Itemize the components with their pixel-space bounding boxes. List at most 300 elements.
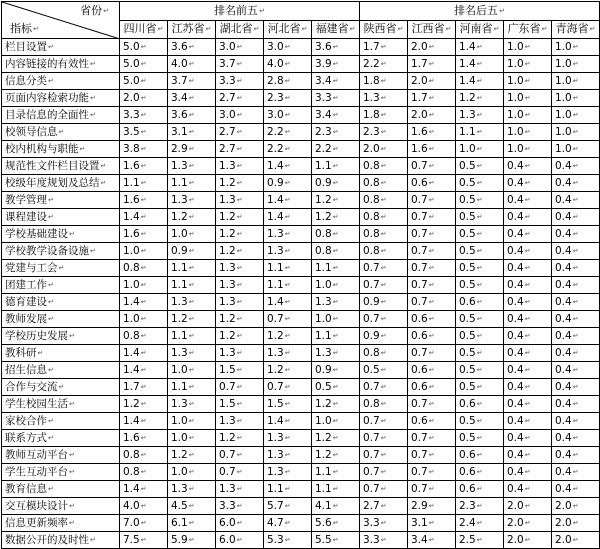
score-cell: 0.6 ↵ [456, 396, 504, 413]
score-cell: 3.3 ↵ [216, 73, 264, 90]
score-cell: 0.4 ↵ [552, 481, 600, 498]
score-cell: 3.0 ↵ [264, 107, 312, 124]
score-cell: 3.4 ↵ [312, 107, 360, 124]
score-cell: 1.2 ↵ [216, 243, 264, 260]
province-header: 广东省 ↵ [504, 20, 552, 39]
score-cell: 2.0 ↵ [504, 515, 552, 532]
score-cell: 2.0 ↵ [408, 39, 456, 56]
score-cell: 0.7 ↵ [360, 260, 408, 277]
score-cell: 3.3 ↵ [360, 515, 408, 532]
score-cell: 2.0 ↵ [360, 141, 408, 158]
score-cell: 2.3 ↵ [360, 124, 408, 141]
score-cell: 3.6 ↵ [168, 39, 216, 56]
score-cell: 0.5 ↵ [456, 175, 504, 192]
score-cell: 1.2 ↵ [168, 447, 216, 464]
score-cell: 0.5 ↵ [456, 379, 504, 396]
score-cell: 4.0 ↵ [168, 56, 216, 73]
score-cell: 0.7 ↵ [216, 464, 264, 481]
score-cell: 5.0 ↵ [120, 56, 168, 73]
score-cell: 1.3 ↵ [264, 430, 312, 447]
score-cell: 0.4 ↵ [504, 413, 552, 430]
score-cell: 1.1 ↵ [264, 260, 312, 277]
bottom-five-group-header: 排名后五 ↵ [360, 2, 600, 21]
score-cell: 1.1 ↵ [168, 260, 216, 277]
score-cell: 0.5 ↵ [456, 158, 504, 175]
score-cell: 2.0 ↵ [120, 90, 168, 107]
score-cell: 0.7 ↵ [408, 481, 456, 498]
score-cell: 0.8 ↵ [120, 328, 168, 345]
score-cell: 1.0 ↵ [120, 311, 168, 328]
score-cell: 0.7 ↵ [216, 447, 264, 464]
score-cell: 1.7 ↵ [408, 56, 456, 73]
table-row [2, 39, 600, 56]
score-cell: 0.4 ↵ [504, 362, 552, 379]
score-cell: 1.1 ↵ [312, 464, 360, 481]
table-row [2, 447, 600, 464]
score-cell: 3.1 ↵ [168, 124, 216, 141]
score-cell: 1.1 ↵ [456, 124, 504, 141]
score-cell: 1.3 ↵ [264, 464, 312, 481]
score-cell: 3.7 ↵ [168, 73, 216, 90]
table-row [2, 158, 600, 175]
score-cell: 0.7 ↵ [408, 209, 456, 226]
score-cell: 1.2 ↵ [312, 447, 360, 464]
score-cell: 1.0 ↵ [168, 464, 216, 481]
score-cell: 1.3 ↵ [312, 345, 360, 362]
score-cell: 6.0 ↵ [216, 532, 264, 549]
table-row [2, 56, 600, 73]
score-cell: 0.7 ↵ [360, 311, 408, 328]
score-cell: 3.3 ↵ [120, 107, 168, 124]
indicator-label: 联系方式 ↵ [2, 430, 120, 447]
score-cell: 2.9 ↵ [408, 498, 456, 515]
score-cell: 0.9 ↵ [168, 243, 216, 260]
score-cell: 2.0 ↵ [408, 107, 456, 124]
score-cell: 2.3 ↵ [456, 498, 504, 515]
score-cell: 1.6 ↵ [120, 158, 168, 175]
indicator-label: 目录信息的全面性 ↵ [2, 107, 120, 124]
score-cell: 5.6 ↵ [312, 515, 360, 532]
table-row [2, 90, 600, 107]
score-cell: 1.7 ↵ [360, 39, 408, 56]
score-cell: 2.9 ↵ [168, 141, 216, 158]
score-cell: 3.4 ↵ [312, 73, 360, 90]
score-cell: 1.4 ↵ [264, 158, 312, 175]
score-cell: 0.6 ↵ [408, 311, 456, 328]
score-cell: 2.0 ↵ [504, 532, 552, 549]
score-cell: 0.5 ↵ [456, 345, 504, 362]
score-cell: 0.4 ↵ [552, 294, 600, 311]
indicator-label: 合作与交流 ↵ [2, 379, 120, 396]
indicator-label: 党建与工会 ↵ [2, 260, 120, 277]
score-cell: 2.4 ↵ [456, 515, 504, 532]
score-cell: 1.8 ↵ [360, 107, 408, 124]
table-row [2, 413, 600, 430]
score-cell: 1.4 ↵ [120, 209, 168, 226]
score-cell: 3.1 ↵ [408, 515, 456, 532]
score-cell: 0.4 ↵ [552, 413, 600, 430]
score-cell: 0.4 ↵ [552, 379, 600, 396]
score-cell: 5.0 ↵ [120, 73, 168, 90]
score-cell: 1.5 ↵ [216, 362, 264, 379]
score-cell: 3.8 ↵ [120, 141, 168, 158]
table-row [2, 464, 600, 481]
score-cell: 1.2 ↵ [216, 209, 264, 226]
score-cell: 1.4 ↵ [456, 73, 504, 90]
score-cell: 1.4 ↵ [264, 192, 312, 209]
table-row [2, 396, 600, 413]
score-cell: 0.4 ↵ [552, 243, 600, 260]
score-cell: 1.4 ↵ [120, 481, 168, 498]
score-cell: 0.9 ↵ [264, 175, 312, 192]
indicator-label: 规范性文件栏目设置 ↵ [2, 158, 120, 175]
score-cell: 0.4 ↵ [552, 209, 600, 226]
score-cell: 0.5 ↵ [456, 192, 504, 209]
score-cell: 3.6 ↵ [312, 39, 360, 56]
score-cell: 1.2 ↵ [216, 328, 264, 345]
score-cell: 0.4 ↵ [504, 430, 552, 447]
province-header: 江西省 ↵ [408, 20, 456, 39]
score-cell: 1.3 ↵ [168, 158, 216, 175]
score-cell: 0.5 ↵ [456, 311, 504, 328]
province-header: 河北省 ↵ [264, 20, 312, 39]
score-cell: 3.4 ↵ [168, 90, 216, 107]
score-cell: 1.2 ↵ [312, 209, 360, 226]
score-cell: 4.1 ↵ [312, 498, 360, 515]
score-cell: 1.0 ↵ [552, 141, 600, 158]
score-cell: 2.0 ↵ [504, 498, 552, 515]
score-cell: 3.0 ↵ [264, 39, 312, 56]
score-cell: 1.2 ↵ [264, 328, 312, 345]
score-cell: 0.7 ↵ [216, 379, 264, 396]
score-cell: 0.9 ↵ [312, 175, 360, 192]
score-cell: 0.4 ↵ [552, 430, 600, 447]
indicator-label: 课程建设 ↵ [2, 209, 120, 226]
indicator-label: 信息分类 ↵ [2, 73, 120, 90]
table-row [2, 260, 600, 277]
province-header: 福建省 ↵ [312, 20, 360, 39]
score-cell: 1.7 ↵ [120, 379, 168, 396]
indicator-label: 校内机构与职能 ↵ [2, 141, 120, 158]
score-cell: 1.2 ↵ [216, 430, 264, 447]
score-cell: 0.9 ↵ [360, 294, 408, 311]
corner-header [2, 2, 120, 39]
score-cell: 3.6 ↵ [168, 107, 216, 124]
score-cell: 3.3 ↵ [216, 498, 264, 515]
score-cell: 0.7 ↵ [408, 277, 456, 294]
score-cell: 0.4 ↵ [552, 345, 600, 362]
score-cell: 0.8 ↵ [120, 260, 168, 277]
score-cell: 0.7 ↵ [408, 430, 456, 447]
score-cell: 1.0 ↵ [504, 39, 552, 56]
score-cell: 2.7 ↵ [216, 141, 264, 158]
score-cell: 1.3 ↵ [168, 396, 216, 413]
score-cell: 0.4 ↵ [504, 379, 552, 396]
score-cell: 0.4 ↵ [552, 158, 600, 175]
score-cell: 1.2 ↵ [120, 396, 168, 413]
score-cell: 0.5 ↵ [456, 328, 504, 345]
score-cell: 1.1 ↵ [312, 158, 360, 175]
score-cell: 0.5 ↵ [456, 226, 504, 243]
score-cell: 0.7 ↵ [360, 464, 408, 481]
score-cell: 0.7 ↵ [408, 447, 456, 464]
score-cell: 7.5 ↵ [120, 532, 168, 549]
score-cell: 1.0 ↵ [168, 413, 216, 430]
score-cell: 2.7 ↵ [216, 90, 264, 107]
score-cell: 1.3 ↵ [168, 345, 216, 362]
score-cell: 0.8 ↵ [312, 243, 360, 260]
table-row [2, 311, 600, 328]
score-cell: 1.0 ↵ [504, 90, 552, 107]
score-cell: 0.5 ↵ [456, 209, 504, 226]
score-cell: 1.0 ↵ [552, 124, 600, 141]
table-row [2, 209, 600, 226]
score-cell: 1.4 ↵ [120, 345, 168, 362]
ranking-table [1, 1, 600, 549]
score-cell: 3.4 ↵ [408, 532, 456, 549]
score-cell: 2.2 ↵ [360, 56, 408, 73]
indicator-label: 交互模块设计 ↵ [2, 498, 120, 515]
score-cell: 0.7 ↵ [408, 345, 456, 362]
score-cell: 2.0 ↵ [552, 515, 600, 532]
score-cell: 1.0 ↵ [552, 73, 600, 90]
score-cell: 0.6 ↵ [408, 362, 456, 379]
score-cell: 0.7 ↵ [408, 464, 456, 481]
score-cell: 0.7 ↵ [408, 158, 456, 175]
score-cell: 1.6 ↵ [408, 124, 456, 141]
indicator-label: 信息更新频率 ↵ [2, 515, 120, 532]
score-cell: 1.3 ↵ [360, 90, 408, 107]
table-row [2, 515, 600, 532]
score-cell: 0.6 ↵ [408, 328, 456, 345]
score-cell: 0.5 ↵ [456, 277, 504, 294]
indicator-label: 学校历史发展 ↵ [2, 328, 120, 345]
score-cell: 0.4 ↵ [504, 396, 552, 413]
score-cell: 1.3 ↵ [216, 277, 264, 294]
score-cell: 0.6 ↵ [456, 447, 504, 464]
score-cell: 1.1 ↵ [168, 175, 216, 192]
score-cell: 0.5 ↵ [312, 379, 360, 396]
score-cell: 4.0 ↵ [120, 498, 168, 515]
score-cell: 1.1 ↵ [312, 260, 360, 277]
indicator-label: 团建工作 ↵ [2, 277, 120, 294]
score-cell: 5.7 ↵ [264, 498, 312, 515]
score-cell: 1.1 ↵ [312, 481, 360, 498]
score-cell: 0.8 ↵ [360, 396, 408, 413]
score-cell: 1.6 ↵ [408, 141, 456, 158]
score-cell: 1.7 ↵ [408, 90, 456, 107]
score-cell: 1.0 ↵ [504, 107, 552, 124]
score-cell: 0.4 ↵ [504, 328, 552, 345]
score-cell: 1.0 ↵ [168, 226, 216, 243]
score-cell: 0.5 ↵ [456, 243, 504, 260]
score-cell: 2.0 ↵ [408, 73, 456, 90]
score-cell: 0.8 ↵ [360, 209, 408, 226]
score-cell: 0.4 ↵ [504, 209, 552, 226]
score-cell: 5.5 ↵ [312, 532, 360, 549]
indicator-label: 学生互动平台 ↵ [2, 464, 120, 481]
score-cell: 3.9 ↵ [312, 56, 360, 73]
table-row [2, 192, 600, 209]
score-cell: 1.0 ↵ [504, 141, 552, 158]
score-cell: 0.4 ↵ [504, 277, 552, 294]
table-row [2, 226, 600, 243]
score-cell: 0.4 ↵ [552, 464, 600, 481]
indicator-label: 数据公开的及时性 ↵ [2, 532, 120, 549]
score-cell: 1.3 ↵ [216, 158, 264, 175]
score-cell: 0.4 ↵ [504, 345, 552, 362]
score-cell: 0.4 ↵ [552, 192, 600, 209]
score-cell: 1.0 ↵ [120, 277, 168, 294]
province-header: 湖北省 ↵ [216, 20, 264, 39]
score-cell: 3.0 ↵ [216, 107, 264, 124]
score-cell: 1.3 ↵ [264, 243, 312, 260]
score-cell: 0.7 ↵ [360, 277, 408, 294]
score-cell: 1.0 ↵ [168, 430, 216, 447]
score-cell: 0.8 ↵ [360, 243, 408, 260]
score-cell: 1.4 ↵ [264, 413, 312, 430]
score-cell: 1.0 ↵ [504, 124, 552, 141]
score-cell: 2.5 ↵ [456, 532, 504, 549]
score-cell: 1.2 ↵ [168, 209, 216, 226]
indicator-label: 招生信息 ↵ [2, 362, 120, 379]
indicator-label: 教学管理 ↵ [2, 192, 120, 209]
score-cell: 2.8 ↵ [264, 73, 312, 90]
indicator-label: 内容链接的有效性 ↵ [2, 56, 120, 73]
score-cell: 0.7 ↵ [264, 311, 312, 328]
score-cell: 1.3 ↵ [216, 294, 264, 311]
score-cell: 0.5 ↵ [456, 430, 504, 447]
table-row [2, 141, 600, 158]
score-cell: 0.7 ↵ [360, 481, 408, 498]
score-cell: 5.0 ↵ [120, 39, 168, 56]
score-cell: 3.3 ↵ [360, 532, 408, 549]
score-cell: 1.0 ↵ [552, 90, 600, 107]
score-cell: 1.4 ↵ [120, 362, 168, 379]
score-cell: 1.2 ↵ [312, 430, 360, 447]
score-cell: 1.2 ↵ [168, 311, 216, 328]
indicator-label: 页面内容检索功能 ↵ [2, 90, 120, 107]
score-cell: 0.7 ↵ [408, 294, 456, 311]
score-cell: 7.0 ↵ [120, 515, 168, 532]
score-cell: 1.0 ↵ [552, 39, 600, 56]
score-cell: 1.0 ↵ [504, 73, 552, 90]
score-cell: 0.4 ↵ [552, 277, 600, 294]
score-cell: 0.7 ↵ [408, 260, 456, 277]
score-cell: 0.4 ↵ [504, 260, 552, 277]
score-cell: 1.1 ↵ [168, 379, 216, 396]
score-cell: 0.5 ↵ [456, 260, 504, 277]
score-cell: 0.7 ↵ [360, 413, 408, 430]
score-cell: 1.4 ↵ [456, 39, 504, 56]
score-cell: 1.0 ↵ [312, 413, 360, 430]
score-cell: 1.5 ↵ [216, 396, 264, 413]
province-header: 四川省 ↵ [120, 20, 168, 39]
score-cell: 0.9 ↵ [360, 328, 408, 345]
table-row [2, 277, 600, 294]
score-cell: 0.5 ↵ [456, 362, 504, 379]
score-cell: 1.3 ↵ [264, 345, 312, 362]
table-row [2, 345, 600, 362]
score-cell: 0.4 ↵ [552, 260, 600, 277]
score-cell: 1.1 ↵ [120, 175, 168, 192]
score-cell: 0.7 ↵ [408, 396, 456, 413]
score-cell: 1.2 ↵ [216, 175, 264, 192]
table-row [2, 498, 600, 515]
score-cell: 0.6 ↵ [408, 413, 456, 430]
score-cell: 0.4 ↵ [552, 226, 600, 243]
indicator-label: 学校教学设备设施 ↵ [2, 243, 120, 260]
indicator-label: 栏目设置 ↵ [2, 39, 120, 56]
score-cell: 1.3 ↵ [312, 294, 360, 311]
table-row [2, 243, 600, 260]
score-cell: 0.8 ↵ [360, 192, 408, 209]
score-cell: 0.4 ↵ [504, 481, 552, 498]
score-cell: 1.1 ↵ [168, 328, 216, 345]
score-cell: 1.6 ↵ [120, 192, 168, 209]
column-axis-label: 省份 ↵ [80, 3, 109, 19]
indicator-label: 教师发展 ↵ [2, 311, 120, 328]
indicator-label: 校级年度规划及总结 ↵ [2, 175, 120, 192]
score-cell: 2.2 ↵ [312, 141, 360, 158]
province-header: 陕西省 ↵ [360, 20, 408, 39]
indicator-label: 教科研 ↵ [2, 345, 120, 362]
score-cell: 0.7 ↵ [360, 447, 408, 464]
table-row [2, 430, 600, 447]
indicator-label: 校领导信息 ↵ [2, 124, 120, 141]
table-row [2, 73, 600, 90]
province-header: 江苏省 ↵ [168, 20, 216, 39]
score-cell: 1.0 ↵ [312, 277, 360, 294]
score-cell: 1.3 ↵ [216, 413, 264, 430]
score-cell: 1.1 ↵ [168, 277, 216, 294]
score-cell: 0.4 ↵ [504, 158, 552, 175]
indicator-label: 学校基础建设 ↵ [2, 226, 120, 243]
score-cell: 1.0 ↵ [504, 56, 552, 73]
score-cell: 0.4 ↵ [504, 175, 552, 192]
score-cell: 1.8 ↵ [360, 73, 408, 90]
score-cell: 1.0 ↵ [456, 141, 504, 158]
score-cell: 1.4 ↵ [456, 56, 504, 73]
score-cell: 1.2 ↵ [216, 226, 264, 243]
score-cell: 0.5 ↵ [456, 413, 504, 430]
indicator-label: 教师互动平台 ↵ [2, 447, 120, 464]
score-cell: 0.4 ↵ [504, 464, 552, 481]
score-cell: 0.4 ↵ [504, 294, 552, 311]
score-cell: 1.3 ↵ [264, 447, 312, 464]
score-cell: 1.0 ↵ [120, 243, 168, 260]
score-cell: 0.8 ↵ [360, 175, 408, 192]
table-row [2, 107, 600, 124]
score-cell: 1.2 ↵ [312, 192, 360, 209]
score-cell: 1.3 ↵ [216, 345, 264, 362]
score-cell: 0.8 ↵ [312, 226, 360, 243]
score-cell: 1.2 ↵ [264, 362, 312, 379]
score-cell: 1.6 ↵ [120, 430, 168, 447]
score-cell: 2.7 ↵ [216, 124, 264, 141]
score-cell: 3.0 ↵ [216, 39, 264, 56]
indicator-label: 德育建设 ↵ [2, 294, 120, 311]
score-cell: 0.4 ↵ [552, 175, 600, 192]
score-cell: 4.0 ↵ [264, 56, 312, 73]
score-cell: 1.3 ↵ [216, 481, 264, 498]
table-row [2, 328, 600, 345]
score-cell: 0.8 ↵ [120, 464, 168, 481]
score-cell: 0.6 ↵ [408, 175, 456, 192]
score-cell: 1.2 ↵ [312, 396, 360, 413]
indicator-label: 家校合作 ↵ [2, 413, 120, 430]
score-cell: 1.4 ↵ [264, 294, 312, 311]
